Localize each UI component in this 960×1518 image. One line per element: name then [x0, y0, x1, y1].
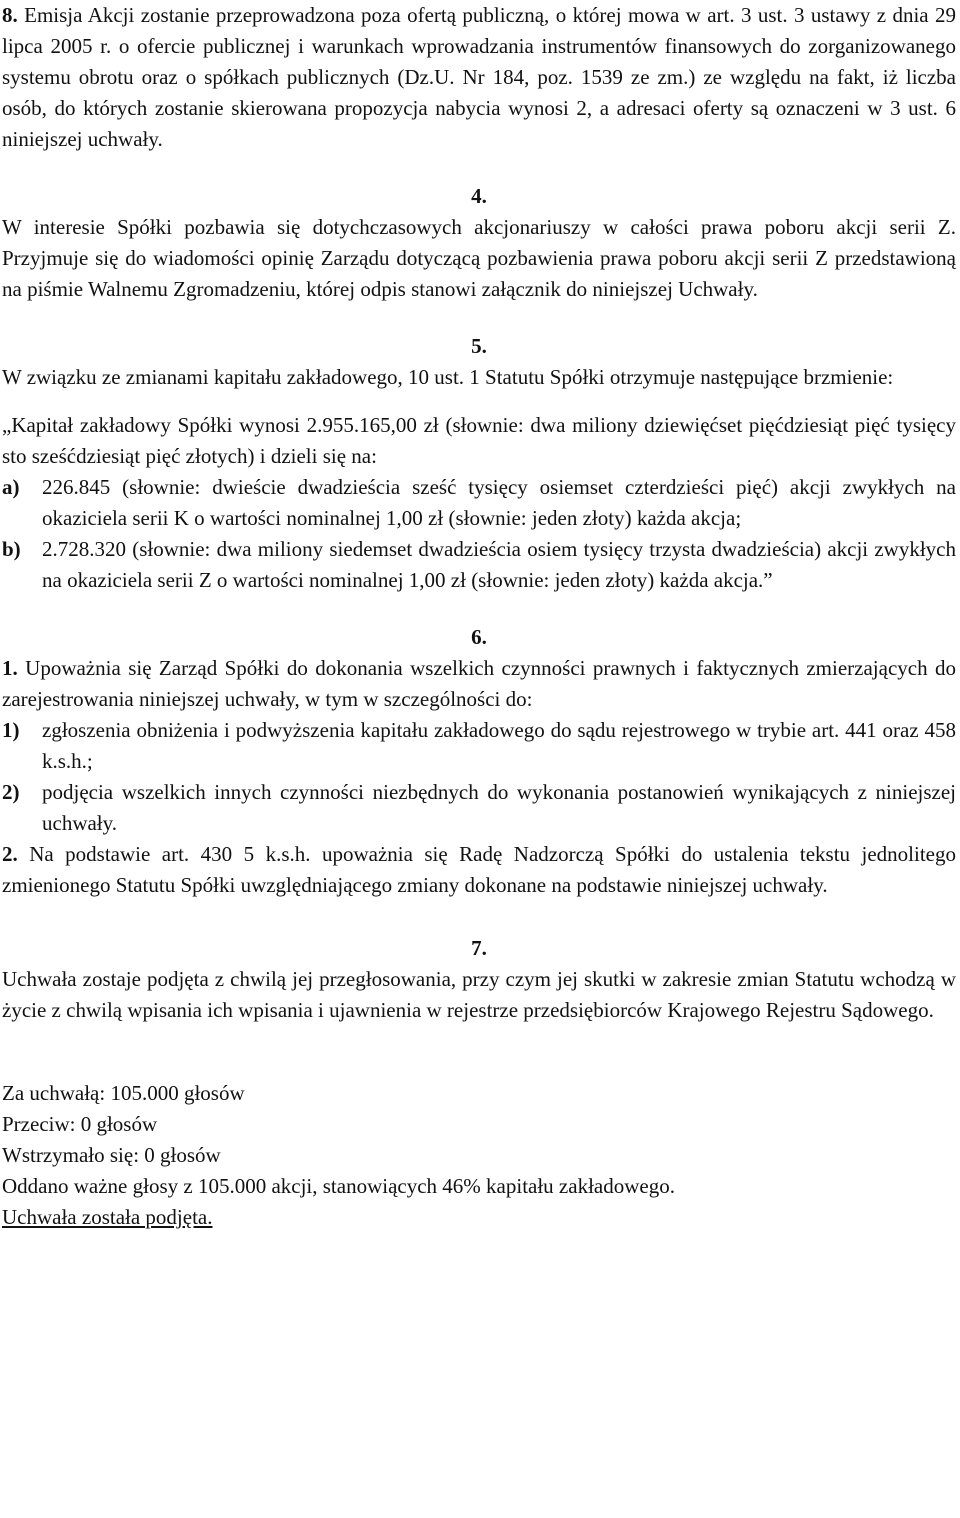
share-series-z — [2, 534, 956, 596]
point-number: 2. — [2, 842, 18, 866]
resolution-document — [2, 0, 956, 1233]
item-label: a) — [2, 475, 20, 499]
item-text: 2.728.320 (słownie: dwa miliony siedemset dwadzieścia osiem tysięcy trzysta dwadzieścia) akcji zwykłych na okaziciela serii Z o wartości nominalnej 1,00 zł (słownie: jeden złoty) każda akcja.” — [42, 537, 956, 592]
item-label: 1) — [2, 718, 20, 742]
section-4-heading: 4. — [471, 184, 487, 208]
section-7-heading: 7. — [471, 936, 487, 960]
registration-item — [2, 715, 956, 777]
item-label: b) — [2, 537, 21, 561]
statute-quote: „Kapitał zakładowy Spółki wynosi 2.955.165,00 zł (słownie: dwa miliony dziewięćset pięćdziesiąt pięć tysięcy sto sześćdziesiąt pięć złotych) i dzieli się na: — [2, 413, 956, 468]
section-6-heading: 6. — [471, 625, 487, 649]
votes-abstain: Wstrzymało się: 0 głosów — [2, 1143, 221, 1167]
point-8-number: 8. — [2, 3, 18, 27]
point-text: Na podstawie art. 430 5 k.s.h. upoważnia się Radę Nadzorczą Spółki do ustalenia tekstu jednolitego zmienionego Statutu Spółki uwzględniającego zmiany dokonane na podstawie niniejszej uchwały. — [2, 842, 956, 897]
section-5-heading: 5. — [471, 334, 487, 358]
votes-against: Przeciw: 0 głosów — [2, 1112, 158, 1136]
other-actions-item — [2, 777, 956, 839]
section-5-text: W związku ze zmianami kapitału zakładowego, 10 ust. 1 Statutu Spółki otrzymuje następujące brzmienie: — [2, 365, 894, 389]
point-text: Upoważnia się Zarząd Spółki do dokonania wszelkich czynności prawnych i faktycznych zmierzających do zarejestrowania niniejszej uchwały, w tym w szczególności do: — [2, 656, 956, 711]
votes-valid: Oddano ważne głosy z 105.000 akcji, stanowiących 46% kapitału zakładowego. — [2, 1174, 675, 1198]
item-text: 226.845 (słownie: dwieście dwadzieścia sześć tysięcy osiemset czterdzieści pięć) akcji zwykłych na okaziciela serii K o wartości nominalnej 1,00 zł (słownie: jeden złoty) każda akcja; — [42, 475, 956, 530]
point-8-text: Emisja Akcji zostanie przeprowadzona poza ofertą publiczną, o której mowa w art. 3 ust. 3 ustawy z dnia 29 lipca 2005 r. o ofercie publicznej i warunkach wprowadzania instrumentów finansowych do zorganizowanego systemu obrotu oraz o spółkach publicznych (Dz.U. Nr 184, poz. 1539 ze zm.) ze względu na fakt, iż liczba osób, do których zostanie skierowana propozycja nabycia wynosi 2, a adresaci oferty są oznaczeni w 3 ust. 6 niniejszej uchwały. — [2, 3, 956, 151]
point-8 — [2, 0, 956, 155]
section-6-point-2 — [2, 839, 956, 901]
section-6-point-1 — [2, 653, 956, 715]
item-label: 2) — [2, 780, 20, 804]
point-number: 1. — [2, 656, 18, 680]
votes-for: Za uchwałą: 105.000 głosów — [2, 1081, 245, 1105]
section-7-text: Uchwała zostaje podjęta z chwilą jej przegłosowania, przy czym jej skutki w zakresie zmian Statutu wchodzą w życie z chwilą wpisania ich wpisania i ujawnienia w rejestrze przedsiębiorców Krajowego Rejestru Sądowego. — [2, 967, 956, 1022]
item-text: zgłoszenia obniżenia i podwyższenia kapitału zakładowego do sądu rejestrowego w trybie art. 441 oraz 458 k.s.h.; — [42, 718, 956, 773]
section-4-text: W interesie Spółki pozbawia się dotychczasowych akcjonariuszy w całości prawa poboru akcji serii Z. Przyjmuje się do wiadomości opinię Zarządu dotyczącą pozbawienia prawa poboru akcji serii Z przedstawioną na piśmie Walnemu Zgromadzeniu, której odpis stanowi załącznik do niniejszej Uchwały. — [2, 215, 956, 301]
resolution-result: Uchwała została podjęta. — [2, 1205, 213, 1229]
share-series-k — [2, 472, 956, 534]
item-text: podjęcia wszelkich innych czynności niezbędnych do wykonania postanowień wynikających z niniejszej uchwały. — [42, 780, 956, 835]
